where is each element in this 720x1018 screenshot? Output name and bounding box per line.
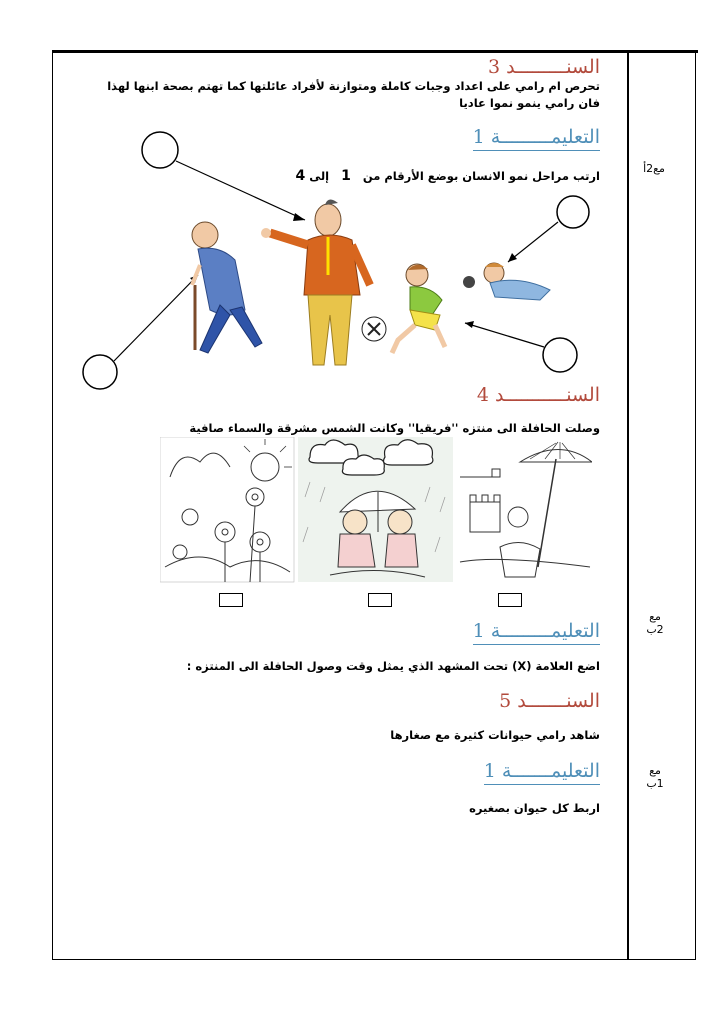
answer-circle-elder[interactable]: [83, 355, 117, 389]
side-label-2-line1: مع: [649, 610, 661, 623]
instruction1a-text-main: ارتب مراحل نمو الانسان بوضع الأرقام من: [362, 169, 600, 183]
side-label-1-text: مع2أ: [643, 162, 665, 175]
section5-number: 5: [499, 690, 512, 712]
scene-checkbox-sunny[interactable]: [219, 593, 243, 607]
side-label-3-line1: مع: [649, 764, 661, 777]
instruction1c-heading: [484, 760, 600, 782]
instruction1c-heading-text: التعليمـــــــة: [501, 760, 600, 782]
section4-heading: [477, 384, 600, 406]
side-label-2-line2: 2ب: [646, 623, 664, 636]
side-label-3-line2: 1ب: [646, 777, 664, 790]
section3-heading: [488, 56, 600, 78]
instruction1b-number: 1: [472, 620, 485, 642]
section3-text: تحرص ام رامي على اعداد وجبات كاملة ومتوازنة لأفراد عائلتها كما تهتم بصحة ابنها لهذا فان رامي ينمو نموا عاديا: [107, 79, 600, 110]
adult-man-figure: [261, 199, 370, 365]
answer-circle-adult[interactable]: [142, 132, 178, 168]
section4-heading-text: السنـــــــــــد: [495, 384, 600, 406]
scene-checkbox-beach[interactable]: [498, 593, 522, 607]
growth-stages-illustration: [80, 125, 610, 395]
instruction1b-text: اضع العلامة (X) تحت المشهد الذي يمثل وقت وصول الحافلة الى المنتزه :: [186, 659, 600, 673]
instruction1a-number: 1: [472, 126, 485, 148]
side-label-3: [640, 764, 670, 790]
instruction1c-underline: [484, 784, 600, 785]
side-label-1: [636, 162, 672, 175]
weather-scenes-illustration: [160, 437, 592, 585]
elderly-man-figure: [192, 222, 262, 353]
section3-number: 3: [488, 56, 501, 78]
section5-heading: [499, 690, 600, 712]
answer-circle-child[interactable]: [543, 338, 577, 372]
section3-heading-text: السنـــــــــد: [506, 56, 600, 78]
instruction1b-underline: [473, 644, 600, 645]
baby-figure: [463, 263, 550, 300]
section4-text: وصلت الحافلة الى منتزه ''فريقيا'' وكانت الشمس مشرقة والسماء صافية: [189, 421, 600, 435]
column-divider: [627, 52, 629, 960]
side-label-2: [640, 610, 670, 636]
instruction1a-from: 1: [341, 168, 351, 184]
instruction1c-number: 1: [483, 760, 496, 782]
scene-rainy-kids: [298, 437, 453, 582]
scene-beach: [456, 437, 592, 582]
instruction1c-text: اربط كل حيوان بصغيره: [469, 801, 600, 815]
child-figure: [362, 264, 445, 353]
scene-sunny-flowers: [160, 437, 294, 582]
section5-text: شاهد رامي حيوانات كثيرة مع صغارها: [390, 728, 600, 742]
scene-checkbox-rainy[interactable]: [368, 593, 392, 607]
instruction1a-heading-text: التعليمـــــــــة: [490, 126, 600, 148]
instruction1b-heading: [473, 620, 600, 642]
section5-heading-text: السنـــــــد: [517, 690, 600, 712]
instruction1a-to-word: إلى: [309, 169, 330, 183]
answer-circle-baby[interactable]: [557, 196, 589, 228]
section4-number: 4: [476, 384, 489, 406]
instruction1a-to: 4: [295, 168, 306, 184]
instruction1b-heading-text: التعليمـــــــــة: [490, 620, 600, 642]
